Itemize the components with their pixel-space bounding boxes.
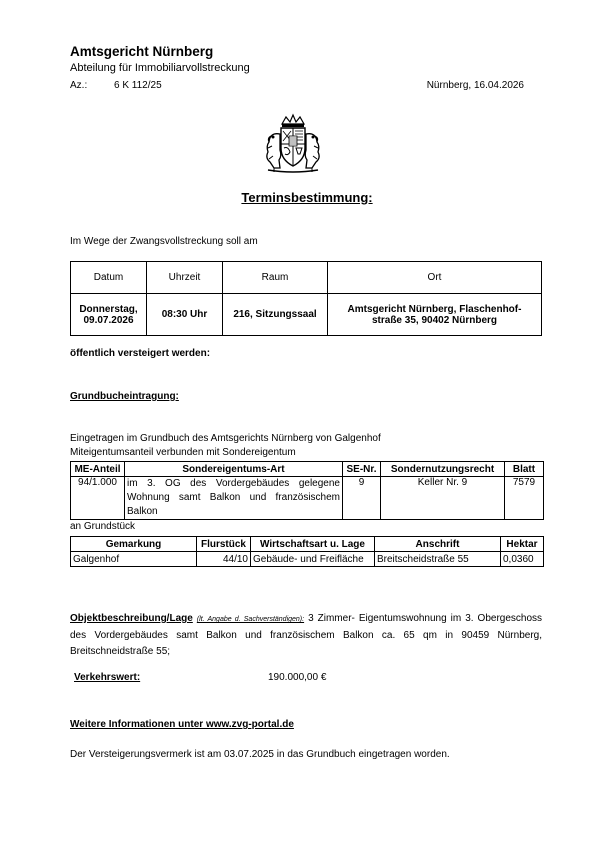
date-weekday: Donnerstag, <box>79 303 138 315</box>
file-number <box>70 80 162 91</box>
header-se-nr: SE-Nr. <box>343 462 381 477</box>
land-register-line-2: Miteigentumsanteil verbunden mit Sondereigentum <box>70 447 296 458</box>
header-room: Raum <box>223 262 328 294</box>
hectare-value: 0,0360 <box>501 552 544 567</box>
header-usage-right: Sondernutzungsrecht <box>381 462 505 477</box>
appointment-table <box>70 261 542 336</box>
object-description <box>70 611 542 660</box>
document-title: Terminsbestimmung: <box>241 190 373 205</box>
ownership-table <box>70 461 544 520</box>
header-district: Gemarkung <box>71 537 197 552</box>
object-text: 3 Zimmer- Eigentumswohnung im 3. Obergeschoss des Vordergebäudes samt Balkon und französischem Balkon ca. 65 qm in 90459 Nürnberg, Breitschneidstraße 55; <box>70 613 543 657</box>
ownership-header-row <box>71 462 544 477</box>
plot-label: an Grundstück <box>70 521 136 532</box>
appointment-header-row <box>71 262 542 294</box>
header-place: Ort <box>328 262 542 294</box>
plot-header-row <box>71 537 544 552</box>
se-nr-value: 9 <box>343 477 381 520</box>
land-register-heading: Grundbucheintragung: <box>70 391 179 402</box>
header-sheet: Blatt <box>505 462 544 477</box>
land-register-line-1: Eingetragen im Grundbuch des Amtsgerichts Nürnberg von Galgenhof <box>70 433 381 444</box>
more-info-link[interactable]: Weitere Informationen unter www.zvg-portal.de <box>70 719 294 730</box>
header-date: Datum <box>71 262 147 294</box>
plot-table <box>70 536 544 567</box>
department: Abteilung für Immobiliarvollstreckung <box>70 62 250 74</box>
type-value: im 3. OG des Vordergebäudes gelegene Wohnung samt Balkon und französischem Balkon <box>125 477 343 520</box>
intro-text: Im Wege der Zwangsvollstreckung soll am <box>70 236 258 247</box>
auction-text: öffentlich versteigert werden: <box>70 348 211 359</box>
header-hectare: Hektar <box>501 537 544 552</box>
header-type: Sondereigentums-Art <box>125 462 343 477</box>
appointment-place <box>328 294 542 336</box>
usage-right-value: Keller Nr. 9 <box>381 477 505 520</box>
bavarian-coat-of-arms-icon <box>260 112 326 176</box>
file-number-label: Az.: <box>70 80 88 91</box>
appointment-room: 216, Sitzungssaal <box>223 294 328 336</box>
use-value: Gebäude- und Freifläche <box>251 552 375 567</box>
parcel-value: 44/10 <box>197 552 251 567</box>
appointment-time: 08:30 Uhr <box>147 294 223 336</box>
header-parcel: Flurstück <box>197 537 251 552</box>
header-share: ME-Anteil <box>71 462 125 477</box>
file-number-value: 6 K 112/25 <box>114 80 162 91</box>
place-line-1: Amtsgericht Nürnberg, Flaschenhof- <box>347 303 522 315</box>
district-value: Galgenhof <box>71 552 197 567</box>
ownership-row <box>71 477 544 520</box>
market-value-label: Verkehrswert: <box>74 672 141 683</box>
market-value: 190.000,00 € <box>268 672 327 683</box>
sheet-value: 7579 <box>505 477 544 520</box>
appointment-row <box>71 294 542 336</box>
court-name: Amtsgericht Nürnberg <box>70 44 214 59</box>
closing-text: Der Versteigerungsvermerk ist am 03.07.2025 in das Grundbuch eingetragen worden. <box>70 749 450 760</box>
header-use: Wirtschaftsart u. Lage <box>251 537 375 552</box>
object-note: (lt. Angabe d. Sachverständigen): <box>196 616 305 623</box>
plot-row <box>71 552 544 567</box>
object-label: Objektbeschreibung/Lage <box>70 613 193 624</box>
address-value: Breitscheidstraße 55 <box>375 552 501 567</box>
share-value: 94/1.000 <box>71 477 125 520</box>
header-address: Anschrift <box>375 537 501 552</box>
place-date: Nürnberg, 16.04.2026 <box>426 80 524 91</box>
appointment-date <box>71 294 147 336</box>
header-time: Uhrzeit <box>147 262 223 294</box>
place-line-2: straße 35, 90402 Nürnberg <box>371 314 498 326</box>
date-value: 09.07.2026 <box>83 314 134 326</box>
